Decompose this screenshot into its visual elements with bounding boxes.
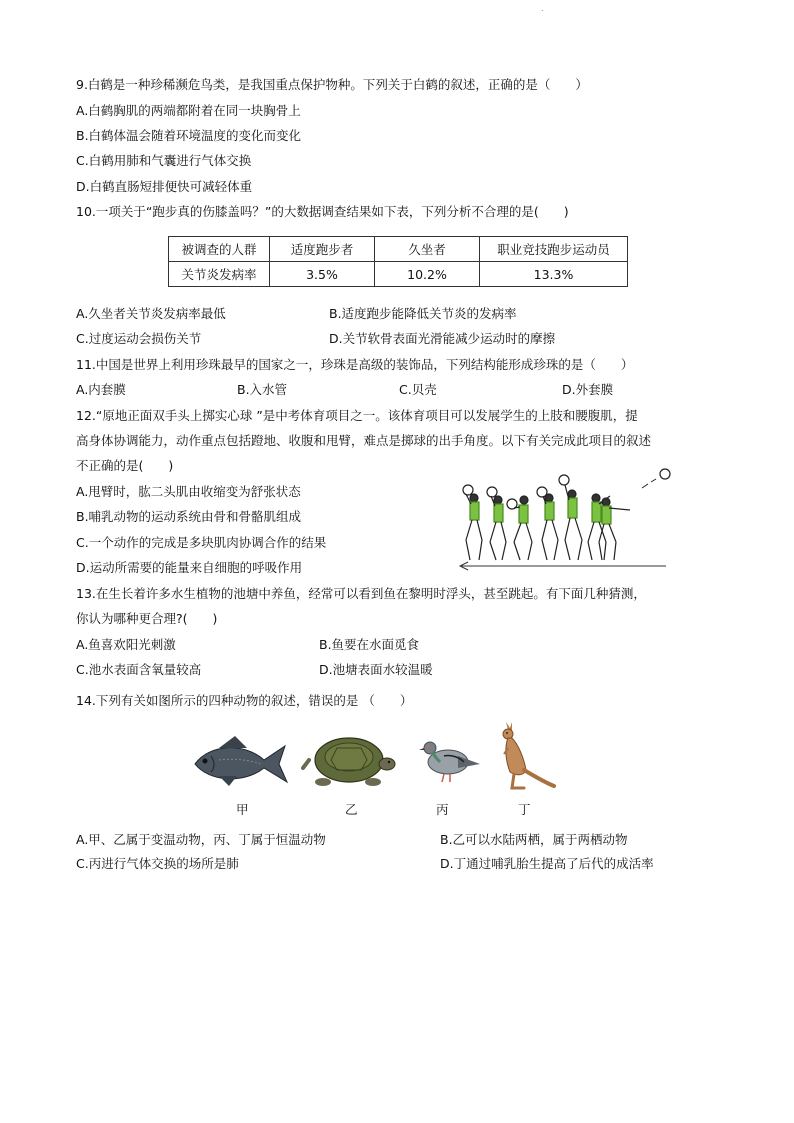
q11-stem: 11.中国是世界上利用珍珠最早的国家之一，珍珠是高级的装饰品，下列结构能形成珍珠的是（ ）	[76, 357, 634, 372]
q14-option-d[interactable]: D.丁通过哺乳胎生提高了后代的成活率	[440, 856, 654, 871]
q9-stem: 9.白鹤是一种珍稀濒危鸟类，是我国重点保护物种。下列关于白鹤的叙述，正确的是（ ）	[76, 77, 588, 92]
table-header-row	[169, 237, 628, 262]
table-header-cell: 职业竞技跑步运动员	[480, 237, 628, 262]
q10-option-c[interactable]: C.过度运动会损伤关节	[76, 331, 202, 346]
q13-stem-line-1: 13.在生长着许多水生植物的池塘中养鱼，经常可以看到鱼在黎明时浮头，甚至跳起。有下面几种猜测，	[76, 586, 646, 601]
q11-option-c[interactable]: C.贝壳	[399, 382, 437, 397]
q10-option-d[interactable]: D.关节软骨表面光滑能减少运动时的摩擦	[329, 331, 556, 346]
q9-option-d[interactable]: D.白鹤直肠短排便快可减轻体重	[76, 179, 253, 194]
animal-label-ding: 丁	[518, 802, 531, 817]
q14-option-a[interactable]: A.甲、乙属于变温动物，丙、丁属于恒温动物	[76, 832, 326, 847]
athlete-figure	[487, 487, 506, 560]
table-header-cell: 被调查的人群	[169, 237, 270, 262]
q12-option-c[interactable]: C.一个动作的完成是多块肌肉协调合作的结果	[76, 535, 327, 550]
turtle-image	[301, 730, 397, 792]
pigeon-tail	[458, 756, 480, 768]
q14-option-b[interactable]: B.乙可以水陆两栖，属于两栖动物	[440, 832, 628, 847]
q13-option-a[interactable]: A.鱼喜欢阳光刺激	[76, 637, 176, 652]
q13-stem-line-2: 你认为哪种更合理?( )	[76, 611, 218, 626]
survey-table	[168, 236, 628, 287]
fish-image	[189, 734, 291, 790]
q14-stem: 14.下列有关如图所示的四种动物的叙述，错误的是 （ ）	[76, 693, 413, 708]
animal-label-jia: 甲	[236, 802, 249, 817]
ball-icon	[660, 469, 670, 479]
q14-option-c[interactable]: C.丙进行气体交换的场所是肺	[76, 856, 239, 871]
kangaroo-tail	[524, 770, 554, 786]
table-header-cell: 适度跑步者	[270, 237, 375, 262]
q12-option-a[interactable]: A.甩臂时，肱二头肌由收缩变为舒张状态	[76, 484, 301, 499]
pigeon-image	[418, 734, 482, 786]
turtle-leg	[315, 778, 331, 786]
table-cell: 10.2%	[375, 262, 480, 287]
pelvic-fin	[219, 776, 237, 786]
table-cell: 关节炎发病率	[169, 262, 270, 287]
q10-option-b[interactable]: B.适度跑步能降低关节炎的发病率	[329, 306, 517, 321]
q12-stem-line-2: 高身体协调能力，动作重点包括蹬地、收腹和甩臂，难点是掷球的出手角度。以下有关完成此项目的叙述	[76, 433, 652, 448]
q13-option-c[interactable]: C.池水表面含氧量较高	[76, 662, 202, 677]
turtle-leg	[365, 778, 381, 786]
motion-mark	[642, 484, 648, 488]
pigeon-head	[424, 742, 436, 754]
q13-option-b[interactable]: B.鱼要在水面觅食	[319, 637, 420, 652]
table-cell: 13.3%	[480, 262, 628, 287]
q9-option-b[interactable]: B.白鹤体温会随着环境温度的变化而变化	[76, 128, 302, 143]
q10-option-a[interactable]: A.久坐者关节炎发病率最低	[76, 306, 226, 321]
q9-option-c[interactable]: C.白鹤用肺和气囊进行气体交换	[76, 153, 252, 168]
fish-eye	[203, 759, 208, 764]
animal-label-yi: 乙	[345, 802, 358, 817]
ball-throw-illustration	[446, 462, 676, 572]
q12-option-b[interactable]: B.哺乳动物的运动系统由骨和骨骼肌组成	[76, 509, 302, 524]
athlete-figure	[463, 485, 482, 560]
page-mark: .	[541, 4, 544, 13]
table-cell: 3.5%	[270, 262, 375, 287]
animal-label-bing: 丙	[436, 802, 449, 817]
turtle-head	[379, 758, 395, 770]
q11-option-b[interactable]: B.入水管	[237, 382, 288, 397]
q12-stem-line-3: 不正确的是( )	[76, 458, 174, 473]
q11-option-d[interactable]: D.外套膜	[562, 382, 614, 397]
motion-mark	[651, 479, 656, 482]
athlete-figure	[537, 487, 558, 560]
athlete-figure	[599, 498, 630, 560]
kangaroo-image	[494, 722, 556, 792]
q12-stem-line-1: 12.“原地正面双手头上掷实心球 ”是中考体育项目之一。该体育项目可以发展学生的上肢和腰腹肌，提	[76, 408, 638, 423]
athlete-figure	[507, 496, 532, 560]
q12-option-d[interactable]: D.运动所需要的能量来自细胞的呼吸作用	[76, 560, 303, 575]
table-row	[169, 262, 628, 287]
table-header-cell: 久坐者	[375, 237, 480, 262]
kangaroo-leg	[512, 774, 524, 788]
q9-option-a[interactable]: A.白鹤胸肌的两端都附着在同一块胸骨上	[76, 103, 301, 118]
q11-option-a[interactable]: A.内套膜	[76, 382, 126, 397]
q13-option-d[interactable]: D.池塘表面水较温暖	[319, 662, 433, 677]
q10-stem: 10.一项关于“跑步真的伤膝盖吗？”的大数据调查结果如下表，下列分析不合理的是( )	[76, 204, 569, 219]
dorsal-fin	[219, 736, 247, 748]
athlete-figure	[559, 475, 582, 560]
